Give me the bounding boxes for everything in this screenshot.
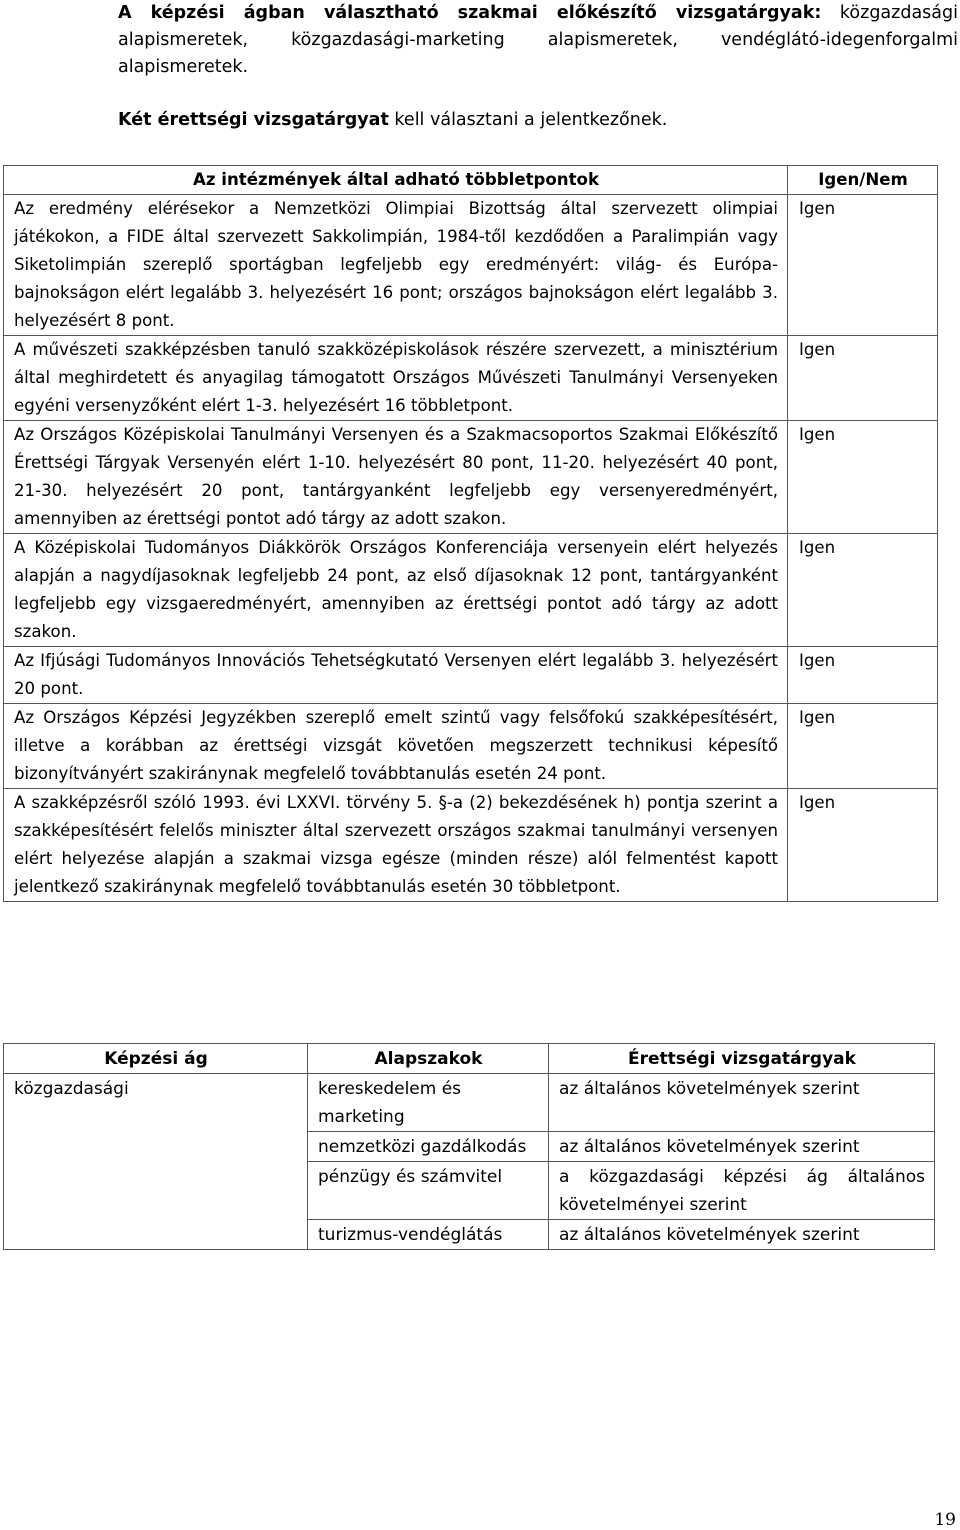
bonus-row-text: A szakképzésről szóló 1993. évi LXXVI. törvény 5. §-a (2) bekezdésének h) pontja szerint a szakképesítésért felelős miniszter által szervezett országos szakmai tanulmányi versenyen elért helyezése alapján a szakmai vizsga egésze (minden része) alól felmentést kapott jelentkező szakiránynak megfelelő továbbtanulás esetén 30 többletpont. xyxy=(4,789,788,902)
bonus-row-text: Az Országos Középiskolai Tanulmányi Versenyen és a Szakmacsoportos Szakmai Előkészítő Érettségi Tárgyak Versenyén elért 1-10. helyezésért 80 pont, 11-20. helyezésért 40 pont, 21-30. helyezésért 20 pont, tantárgyanként legfeljebb egy versenyeredményért, amennyiben az érettségi pontot adó tárgy az adott szakon. xyxy=(4,421,788,534)
table-row xyxy=(4,647,938,704)
programs-exams-cell: a közgazdasági képzési ág általános követelményei szerint xyxy=(549,1162,935,1220)
bonus-row-value: Igen xyxy=(788,704,938,789)
programs-branch-cell: közgazdasági xyxy=(4,1074,308,1250)
bonus-header-left: Az intézmények által adható többletpontok xyxy=(4,166,788,195)
bonus-row-value: Igen xyxy=(788,336,938,421)
intro-subjects: közgazdasági alapismeretek, közgazdasági-marketing alapismeretek, vendéglátó-idegenforgalmi alapismeretek. xyxy=(118,3,958,77)
programs-header-majors: Alapszakok xyxy=(308,1044,549,1074)
programs-header-exams: Érettségi vizsgatárgyak xyxy=(549,1044,935,1074)
bonus-row-text: A Középiskolai Tudományos Diákkörök Országos Konferenciája versenyein elért helyezés alapján a nagydíjasoknak legfeljebb 24 pont, az első díjasoknak 12 pont, tantárgyanként legfeljebb egy vizsgaeredményért, amennyiben az érettségi pontot adó tárgy az adott szakon. xyxy=(4,534,788,647)
programs-table xyxy=(3,1043,935,1250)
table-row xyxy=(4,195,938,336)
bonus-row-text: Az Országos Képzési Jegyzékben szereplő emelt szintű vagy felsőfokú szakképesítésért, illetve a korábban az érettségi vizsgát követően megszerzett technikusi képesítő bizonyítványért szakiránynak megfelelő továbbtanulás esetén 24 pont. xyxy=(4,704,788,789)
bonus-row-value: Igen xyxy=(788,647,938,704)
programs-major-cell: nemzetközi gazdálkodás xyxy=(308,1132,549,1162)
two-exams-bold: Két érettségi vizsgatárgyat xyxy=(118,110,389,130)
programs-exams-cell: az általános követelmények szerint xyxy=(549,1132,935,1162)
programs-exams-cell: az általános követelmények szerint xyxy=(549,1074,935,1132)
two-exams-rest: kell választani a jelentkezőnek. xyxy=(394,110,668,130)
table-row xyxy=(4,1074,935,1132)
bonus-points-table xyxy=(3,165,938,902)
bonus-row-value: Igen xyxy=(788,195,938,336)
programs-header-branch: Képzési ág xyxy=(4,1044,308,1074)
programs-major-cell: pénzügy és számvitel xyxy=(308,1162,549,1220)
programs-major-cell: kereskedelem és marketing xyxy=(308,1074,549,1132)
bonus-row-value: Igen xyxy=(788,534,938,647)
table-row xyxy=(4,534,938,647)
programs-major-cell: turizmus-vendéglátás xyxy=(308,1220,549,1250)
table-row xyxy=(4,704,938,789)
bonus-row-text: Az Ifjúsági Tudományos Innovációs Tehetségkutató Versenyen elért legalább 3. helyezésért 20 pont. xyxy=(4,647,788,704)
intro-bold-label: A képzési ágban választható szakmai előkészítő vizsgatárgyak: xyxy=(118,3,822,23)
intro-paragraph xyxy=(118,0,958,81)
programs-exams-cell: az általános követelmények szerint xyxy=(549,1220,935,1250)
two-exams-note xyxy=(118,107,958,134)
page-number: 19 xyxy=(934,1510,956,1530)
bonus-row-text: A művészeti szakképzésben tanuló szakközépiskolások részére szervezett, a minisztérium által meghirdetett és anyagilag támogatott Országos Művészeti Tanulmányi Versenyeken egyéni versenyzőként elért 1-3. helyezésért 16 többletpont. xyxy=(4,336,788,421)
table-row xyxy=(4,336,938,421)
table-row xyxy=(4,789,938,902)
bonus-row-text: Az eredmény elérésekor a Nemzetközi Olimpiai Bizottság által szervezett olimpiai játékokon, a FIDE által szervezett Sakkolimpián, 1984-től kezdődően a Paralimpián vagy Siketolimpián szereplő sportágban legfeljebb egy eredményért: világ- és Európa-bajnokságon elért legalább 3. helyezésért 16 pont; országos bajnokságon elért legalább 3. helyezésért 8 pont. xyxy=(4,195,788,336)
bonus-header-right: Igen/Nem xyxy=(788,166,938,195)
table-row xyxy=(4,421,938,534)
bonus-row-value: Igen xyxy=(788,789,938,902)
bonus-row-value: Igen xyxy=(788,421,938,534)
